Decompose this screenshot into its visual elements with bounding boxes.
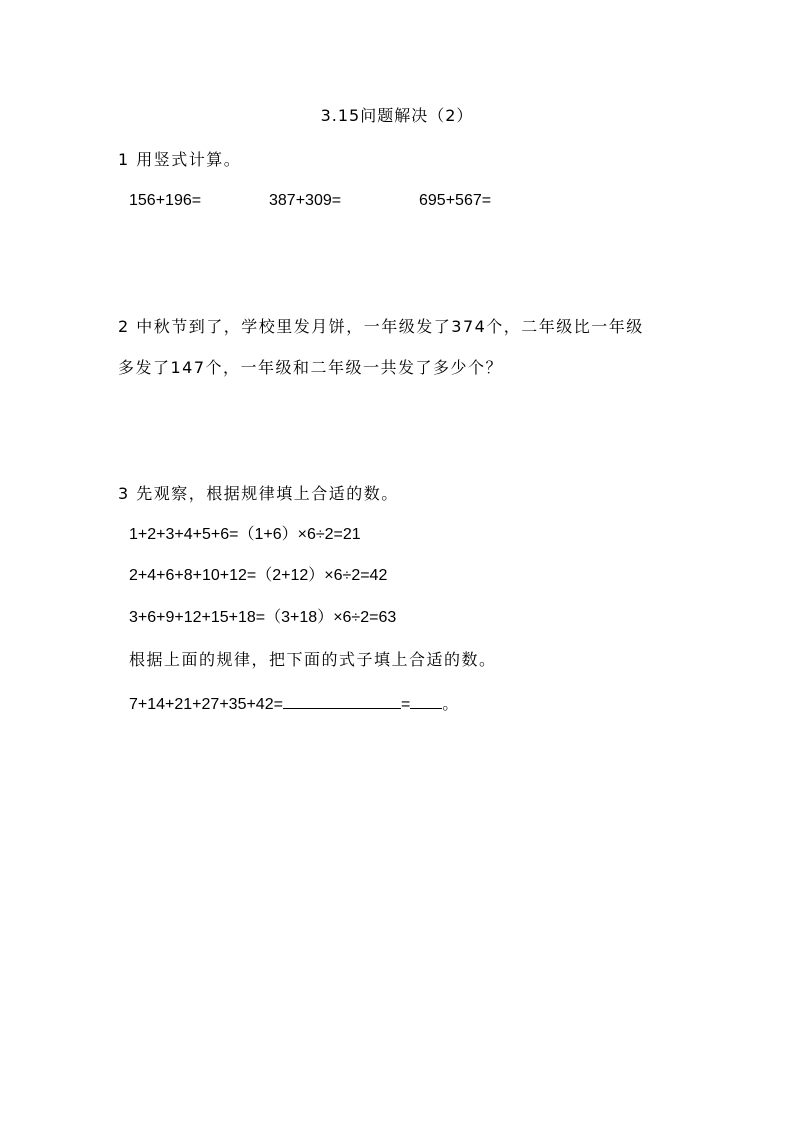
- question-3-heading: 3 先观察，根据规律填上合适的数。: [118, 484, 399, 503]
- equals-sign: =: [400, 696, 411, 713]
- question-2-line-1: 2 中秋节到了，学校里发月饼，一年级发了374个，二年级比一年级: [118, 317, 644, 336]
- q3-fill-expression: 7+14+21+27+35+42=: [129, 696, 283, 713]
- q3-fill-line: [129, 692, 458, 715]
- q3-example-1: 1+2+3+4+5+6=（1+6）×6÷2=21: [129, 526, 361, 543]
- worksheet-title: 3.15问题解决（2）: [320, 106, 474, 125]
- answer-blank-result[interactable]: [410, 692, 442, 709]
- q3-example-3: 3+6+9+12+15+18=（3+18）×6÷2=63: [129, 609, 397, 626]
- q3-instruction: 根据上面的规律，把下面的式子填上合适的数。: [129, 650, 497, 669]
- question-2-line-2: 多发了147个，一年级和二年级一共发了多少个？: [118, 358, 504, 377]
- end-mark: 。: [442, 696, 459, 713]
- question-1-heading: 1 用竖式计算。: [118, 150, 242, 169]
- q1-expression-1: 156+196=: [129, 192, 202, 209]
- q3-example-2: 2+4+6+8+10+12=（2+12）×6÷2=42: [129, 567, 388, 584]
- q1-expression-2: 387+309=: [269, 192, 342, 209]
- answer-blank-expression[interactable]: [283, 692, 401, 709]
- q1-expression-3: 695+567=: [419, 192, 492, 209]
